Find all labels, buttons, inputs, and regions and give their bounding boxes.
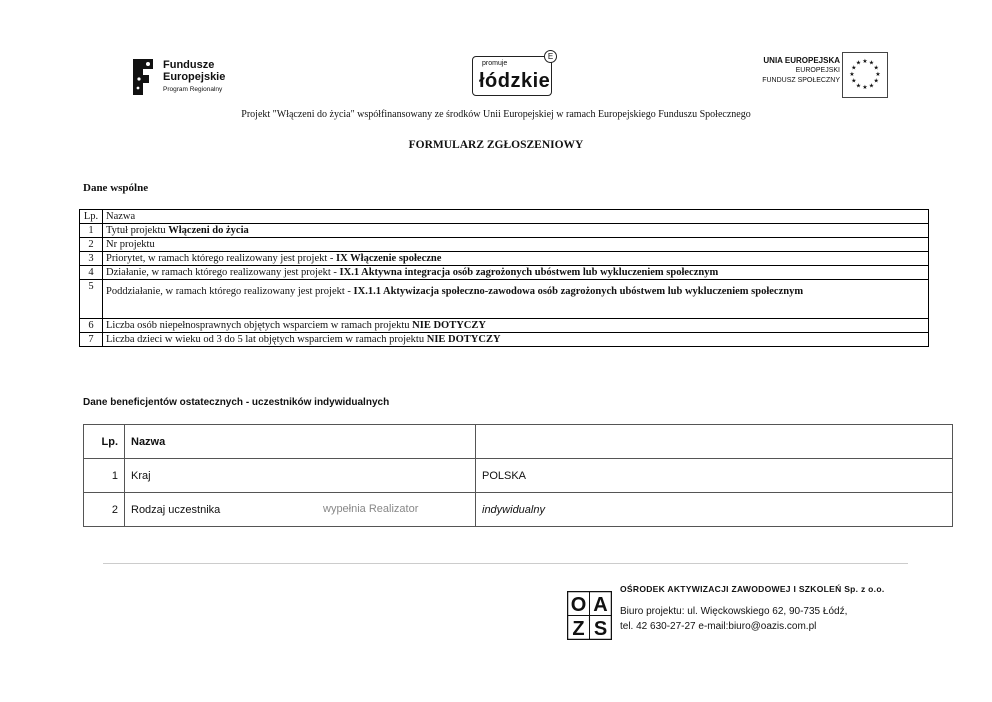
svg-text:★: ★ bbox=[855, 82, 862, 90]
promuje-lodzkie-logo bbox=[472, 50, 558, 98]
svg-text:S: S bbox=[593, 618, 608, 640]
table-row bbox=[80, 266, 929, 280]
row-value-field[interactable]: POLSKA bbox=[476, 459, 953, 493]
fundusze-europejskie-logo bbox=[131, 55, 251, 99]
row-text: Tytuł projektu Włączeni do życia bbox=[103, 224, 929, 238]
lodzkie-frame bbox=[472, 56, 552, 96]
table-row bbox=[80, 252, 929, 266]
table-header-row bbox=[84, 425, 953, 459]
oazis-logo-icon bbox=[567, 591, 612, 640]
row-number: 4 bbox=[80, 266, 103, 280]
row-number: 5 bbox=[80, 280, 103, 319]
row-text: Nr projektu bbox=[103, 238, 929, 252]
table-row bbox=[84, 493, 953, 527]
ue-line1: UNIA EUROPEJSKA bbox=[763, 56, 840, 65]
unia-europejska-logo bbox=[752, 52, 888, 98]
fe-line2: Europejskie bbox=[163, 70, 226, 83]
table-row bbox=[80, 224, 929, 238]
project-funding-line: Projekt "Włączeni do życia" współfinansowany ze środków Unii Europejskiej w ramach Europejskiego Funduszu Społecznego bbox=[241, 109, 751, 120]
svg-text:★: ★ bbox=[873, 77, 879, 85]
svg-text:★: ★ bbox=[862, 84, 868, 91]
fe-line1: Fundusze bbox=[163, 58, 215, 71]
row-number: 7 bbox=[80, 333, 103, 347]
table-row bbox=[80, 333, 929, 347]
company-name: OŚRODEK AKTYWIZACJI ZAWODOWEJ I SZKOLEŃ Sp. z o.o. bbox=[620, 584, 885, 594]
table-row bbox=[80, 319, 929, 333]
svg-text:★: ★ bbox=[855, 59, 862, 67]
row-number: 1 bbox=[84, 459, 125, 493]
row-text: Liczba dzieci w wieku od 3 do 5 lat objętych wsparciem w ramach projektu NIE DOTYCZY bbox=[103, 333, 929, 347]
svg-text:★: ★ bbox=[873, 64, 879, 72]
svg-text:★: ★ bbox=[851, 64, 857, 72]
lodzkie-small-text: promuje bbox=[482, 60, 508, 67]
row-text: Poddziałanie, w ramach którego realizowany jest projekt - IX.1.1 Aktywizacja społeczno-zawodowa osób zagrożonych ubóstwem lub wykluczeniem społecznym bbox=[103, 280, 929, 319]
row-number: 3 bbox=[80, 252, 103, 266]
svg-text:★: ★ bbox=[862, 58, 868, 65]
svg-text:★: ★ bbox=[868, 82, 875, 90]
svg-text:★: ★ bbox=[851, 77, 857, 85]
row-number: 1 bbox=[80, 224, 103, 238]
row-text: Działanie, w ramach którego realizowany jest projekt - IX.1 Aktywna integracja osób zagrożonych ubóstwem lub wykluczeniem społecznym bbox=[103, 266, 929, 280]
beneficiaries-table bbox=[83, 424, 953, 527]
section-title-beneficiaries: Dane beneficjentów ostatecznych - uczestników indywidualnych bbox=[83, 397, 390, 408]
ue-line3: FUNDUSZ SPOŁECZNY bbox=[762, 77, 840, 84]
ue-line2: EUROPEJSKI bbox=[795, 67, 840, 74]
header-nazwa: Nazwa bbox=[125, 425, 476, 459]
row-number: 6 bbox=[80, 319, 103, 333]
table-row bbox=[80, 238, 929, 252]
fe-line3: Program Regionalny bbox=[163, 85, 223, 93]
realizator-hint: wypełnia Realizator bbox=[323, 503, 419, 515]
row-number: 2 bbox=[84, 493, 125, 527]
svg-text:A: A bbox=[593, 594, 608, 616]
header-nazwa: Nazwa bbox=[103, 210, 929, 224]
row-value-field[interactable]: indywidualny bbox=[476, 493, 953, 527]
section-title-common: Dane wspólne bbox=[83, 182, 149, 194]
svg-text:★: ★ bbox=[875, 71, 881, 78]
eu-flag-icon bbox=[842, 52, 888, 98]
row-text: Priorytet, w ramach którego realizowany jest projekt - IX Włączenie społeczne bbox=[103, 252, 929, 266]
svg-text:Z: Z bbox=[572, 618, 585, 640]
row-number: 2 bbox=[80, 238, 103, 252]
svg-text:O: O bbox=[570, 594, 587, 616]
company-contact: tel. 42 630-27-27 e-mail:biuro@oazis.com.pl bbox=[620, 621, 817, 632]
fundusze-europejskie-icon bbox=[131, 55, 155, 99]
form-title: FORMULARZ ZGŁOSZENIOWY bbox=[408, 139, 584, 151]
table-header-row bbox=[80, 210, 929, 224]
footer-divider bbox=[103, 563, 908, 564]
company-address: Biuro projektu: ul. Więckowskiego 62, 90-735 Łódź, bbox=[620, 606, 848, 617]
row-name: Kraj bbox=[125, 459, 476, 493]
table-row bbox=[84, 459, 953, 493]
header-lp: Lp. bbox=[80, 210, 103, 224]
lodzkie-big-text: łódzkie bbox=[479, 70, 551, 92]
header-value bbox=[476, 425, 953, 459]
row-name: Rodzaj uczestnika wypełnia Realizator bbox=[125, 493, 476, 527]
svg-text:★: ★ bbox=[849, 71, 855, 78]
svg-text:i: i bbox=[588, 614, 591, 623]
table-row bbox=[80, 280, 929, 319]
svg-text:★: ★ bbox=[868, 59, 875, 67]
common-data-table bbox=[79, 209, 929, 347]
row-text: Liczba osób niepełnosprawnych objętych wsparciem w ramach projektu NIE DOTYCZY bbox=[103, 319, 929, 333]
header-lp: Lp. bbox=[84, 425, 125, 459]
lodzkie-e-icon: E bbox=[544, 50, 557, 63]
